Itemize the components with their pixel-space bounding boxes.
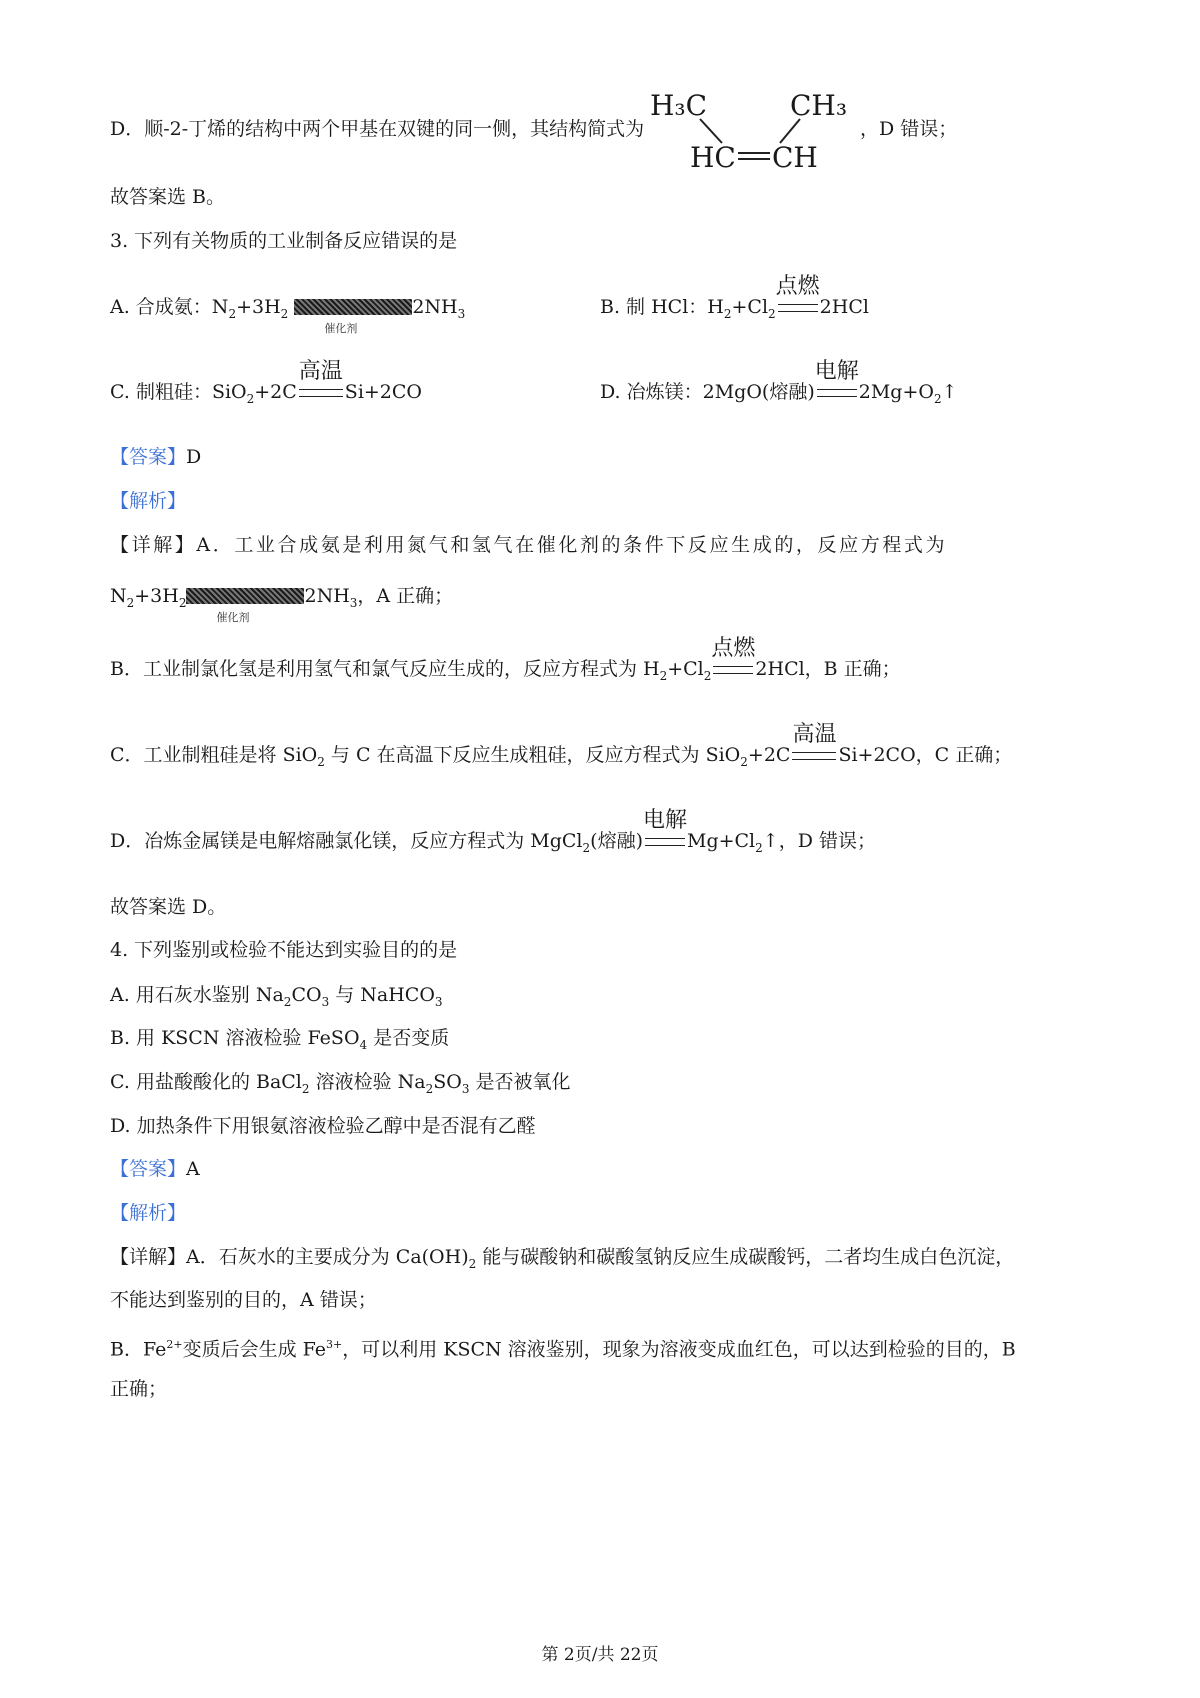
ch3-label: CH₃	[790, 89, 848, 122]
option-3b-product: 2HCl	[819, 296, 869, 318]
detail-text: 2HCl，B 正确；	[755, 658, 901, 680]
detail-line	[110, 531, 947, 559]
answer-value: D	[186, 446, 202, 468]
detail-line: 【详解】A．石灰水的主要成分为 $Ca(OH)_2$ 能与碳酸钠和碳酸氢钠反应生成碳酸钙，二者均生成白色沉淀，	[110, 1246, 1015, 1271]
analysis-tag: 【解析】	[110, 490, 187, 512]
option-3c-product: Si+2CO	[344, 381, 423, 403]
detail-line: C．工业制粗硅是将 SiO$_2$ 与 C 在高温下反应生成粗硅，反应方程式为 SiO$_2$+2C 高温 Si+2CO，C 正确；	[110, 722, 1013, 769]
detail-text: ↑，D 错误；	[762, 830, 876, 852]
option-text: B. 用 KSCN 溶液检验 FeSO	[110, 1027, 360, 1049]
detail-text: B．Fe	[110, 1338, 167, 1361]
option-3d: D. 冶炼镁：2MgO(熔融) 电解 $2Mg+O_2↑$	[600, 359, 958, 406]
analysis-tag: 【解析】	[110, 1202, 187, 1224]
reversible-arrow-obscured	[294, 297, 412, 335]
detail-text: B．工业制氯化氢是利用氢气和氯气反应生成的，反应方程式为 H	[110, 658, 660, 680]
option-text: A. 用石灰水鉴别 Na	[110, 984, 284, 1006]
catalyst-label: 催化剂	[324, 322, 358, 335]
option-text: C. 用盐酸酸化的 BaCl	[110, 1071, 302, 1093]
detail-line: 不能达到鉴别的目的，A 错误；	[110, 1289, 377, 1311]
detail-tag: 【详解】	[110, 534, 197, 556]
text-d-prev: D．顺-2-丁烯的结构中两个甲基在双键的同一侧，其结构简式为	[110, 118, 645, 140]
detail-line: D．冶炼金属镁是电解熔融氯化镁，反应方程式为 MgCl$_2$(熔融) 电解 $Mg+Cl_2↑$，D 错误；	[110, 808, 876, 855]
option-text: 溶液检验 Na	[309, 1071, 426, 1093]
detail-text: Mg+Cl	[686, 830, 756, 852]
equation-arrow	[792, 722, 837, 769]
page-footer: 第 2页/共 22页	[541, 1645, 659, 1665]
condition-high-temp: 高温	[792, 722, 837, 747]
detail-text: 变质后会生成 Fe	[182, 1338, 327, 1361]
option-3a-product: 2NH	[412, 296, 458, 318]
condition-ignite: 点燃	[711, 636, 756, 661]
condition-ignite: 点燃	[775, 274, 820, 299]
option-text: 是否变质	[367, 1027, 450, 1049]
option-4a: A. 用石灰水鉴别 $Na_2CO_3$ 与 NaHCO$_3$	[110, 984, 443, 1009]
text-line: 故答案选 D。	[110, 896, 227, 918]
catalyst-label: 催化剂	[216, 611, 250, 624]
text-line: 故答案选 B。	[110, 186, 226, 208]
detail-line: $N_2+3H_2$ 催化剂 $2NH_3$，A 正确；	[110, 582, 453, 617]
condition-high-temp: 高温	[298, 359, 343, 384]
answer-value: A	[186, 1158, 200, 1180]
option-3d-product: 2Mg+O	[858, 381, 934, 403]
detail-text: (熔融)	[590, 830, 643, 852]
equation-arrow	[298, 359, 343, 406]
detail-text: D．冶炼金属镁是电解熔融氯化镁，反应方程式为 MgCl	[110, 830, 583, 852]
condition-electrolysis: 电解	[814, 359, 859, 384]
option-text: SO	[433, 1071, 462, 1093]
option-text: 是否被氧化	[469, 1071, 571, 1093]
equation-arrow	[814, 359, 859, 406]
equation-arrow	[711, 636, 756, 683]
text-line	[860, 115, 957, 143]
question-3-stem: 3. 下列有关物质的工业制备反应错误的是	[110, 230, 458, 252]
ch-label: CH	[772, 141, 818, 174]
detail-text: 能与碳酸钠和碳酸氢钠反应生成碳酸钙，二者均生成白色沉淀，	[476, 1246, 1015, 1268]
detail-text: A．工业合成氨是利用氮气和氢气在催化剂的条件下反应生成的，反应方程式为	[196, 534, 948, 556]
answer-line	[110, 1155, 200, 1183]
equation-arrow	[775, 274, 820, 321]
detail-text: ，可以利用 KSCN 溶液鉴别，现象为溶液变成血红色，可以达到检验的目的，B	[342, 1338, 1016, 1361]
option-text: 与 NaHCO	[329, 984, 435, 1006]
answer-tag: 【答案】	[110, 1158, 187, 1180]
analysis-line	[110, 1199, 186, 1227]
answer-line	[110, 443, 201, 471]
detail-text: C．工业制粗硅是将 SiO	[110, 744, 318, 766]
option-3c: C. 制粗硅：SiO$_2$+2C 高温 Si+2CO	[110, 359, 423, 406]
option-3b: B. 制 HCl：$H_2+Cl_2$ 点燃 2HCl	[600, 274, 869, 321]
question-4-stem: 4. 下列鉴别或检验不能达到实验目的的是	[110, 939, 458, 961]
answer-tag: 【答案】	[110, 446, 187, 468]
detail-tag: 【详解】	[110, 1246, 187, 1268]
h3c-label: H₃C	[650, 89, 708, 122]
equation-arrow	[642, 808, 687, 855]
detail-line: B．工业制氯化氢是利用氢气和氯气反应生成的，反应方程式为 $H_2+Cl_2$ 点燃 2HCl，B 正确；	[110, 636, 901, 683]
option-3a: A. 合成氨：$N_2+3H_2$ 催化剂 $2NH_3$	[110, 293, 465, 328]
option-4c: C. 用盐酸酸化的 BaCl$_2$ 溶液检验 $Na_2SO_3$ 是否被氧化	[110, 1071, 571, 1096]
option-3c-label: C. 制粗硅：SiO	[110, 381, 247, 403]
detail-line: B．$Fe^{2+}$变质后会生成 $Fe^{3+}$，可以利用 KSCN 溶液鉴别，现象为溶液变成血红色，可以达到检验的目的，B	[110, 1338, 1016, 1361]
detail-text: Si+2CO，C 正确；	[838, 744, 1013, 766]
option-3d-label: D. 冶炼镁：2MgO(熔融)	[600, 381, 815, 403]
hc-label: HC	[690, 141, 736, 174]
option-4b: B. 用 KSCN 溶液检验 FeSO$_4$ 是否变质	[110, 1027, 450, 1052]
option-4d: D. 加热条件下用银氨溶液检验乙醇中是否混有乙醛	[110, 1115, 536, 1137]
condition-electrolysis: 电解	[642, 808, 687, 833]
text-line	[110, 115, 644, 143]
option-text: CO	[291, 984, 322, 1006]
detail-text: 与 C 在高温下反应生成粗硅，反应方程式为 SiO	[324, 744, 741, 766]
option-3a-label: A. 合成氨：N	[110, 296, 229, 318]
detail-text: A．石灰水的主要成分为 Ca(OH)	[186, 1246, 469, 1268]
detail-line: 正确；	[110, 1378, 168, 1400]
option-3b-label: B. 制 HCl：H	[600, 296, 724, 318]
text-d-prev-end: ，D 错误；	[860, 118, 958, 140]
reversible-arrow-obscured	[186, 586, 304, 624]
analysis-line	[110, 487, 186, 515]
detail-text: ，A 正确；	[357, 585, 454, 607]
